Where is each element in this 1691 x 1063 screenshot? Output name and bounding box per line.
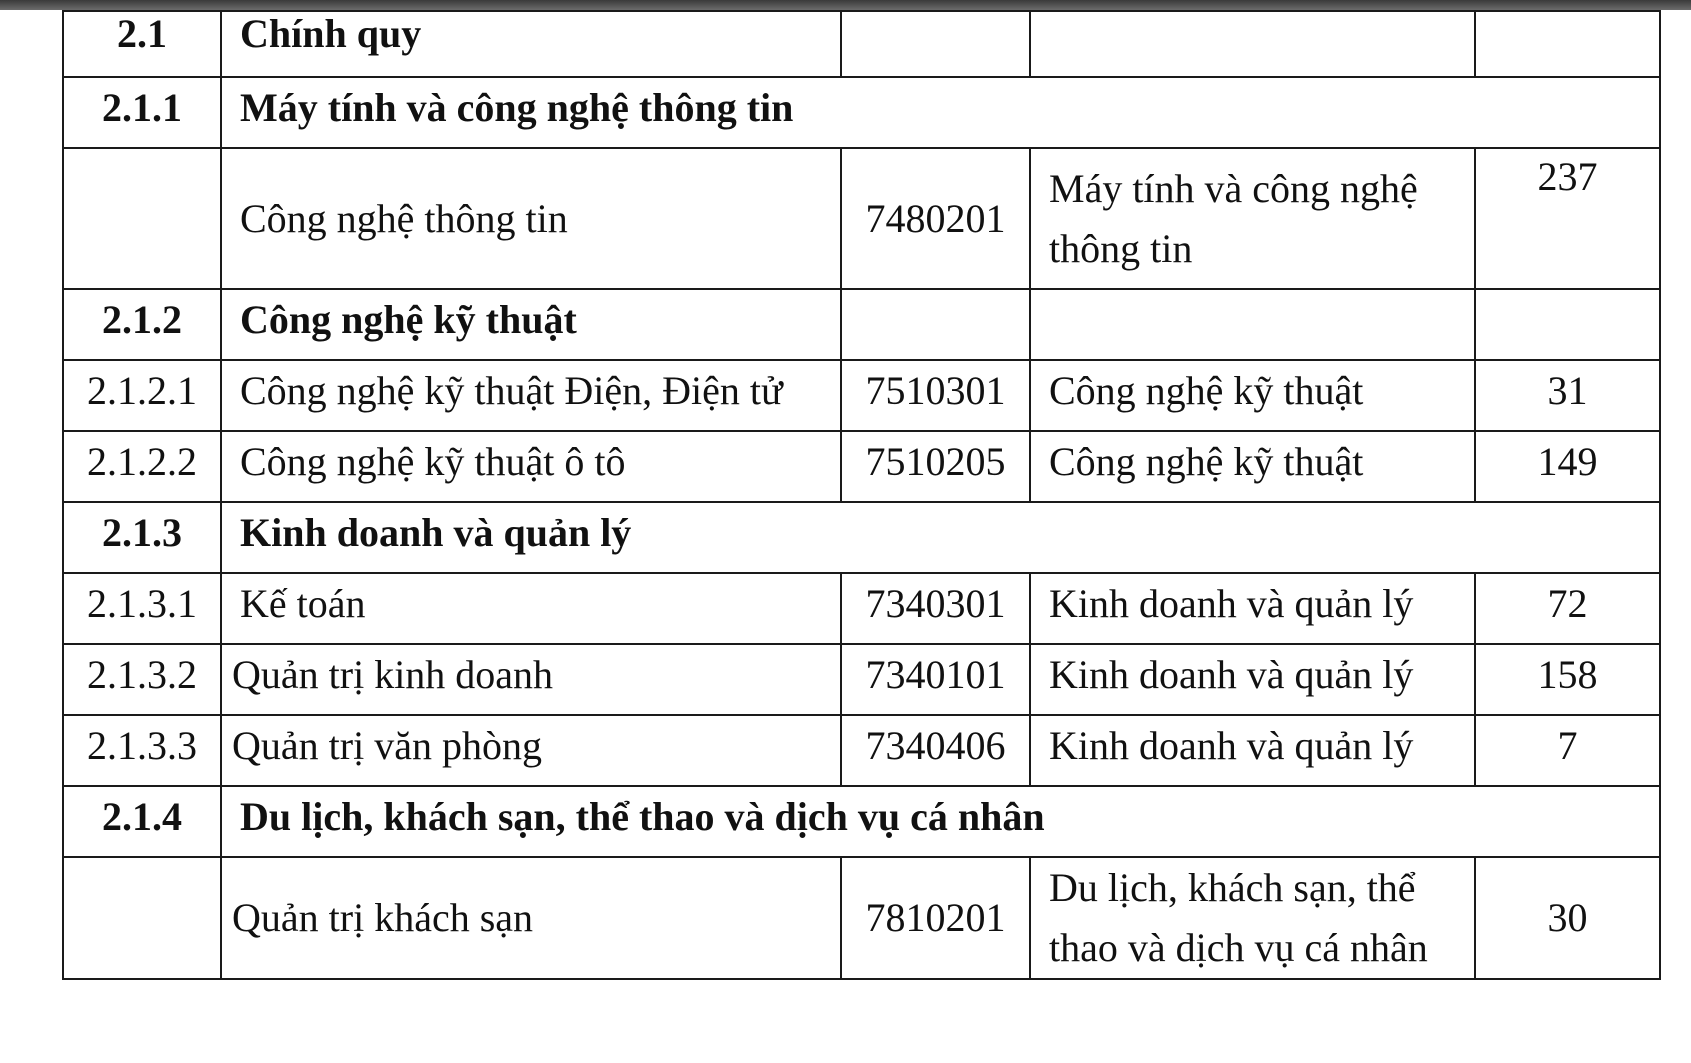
empty-cell <box>1030 11 1475 77</box>
quota: 158 <box>1475 644 1660 715</box>
table-row <box>63 360 1660 431</box>
section-title: Chính quy <box>221 11 841 77</box>
row-number: 2.1 <box>63 11 221 77</box>
empty-cell <box>1030 289 1475 360</box>
table-row <box>63 289 1660 360</box>
quota: 31 <box>1475 360 1660 431</box>
quota: 7 <box>1475 715 1660 786</box>
window-top-bar <box>0 0 1691 10</box>
table-row <box>63 644 1660 715</box>
table-row <box>63 857 1660 979</box>
row-number: 2.1.3.1 <box>63 573 221 644</box>
program-group: Công nghệ kỹ thuật <box>1030 360 1475 431</box>
program-name: Quản trị văn phòng <box>221 715 841 786</box>
program-code: 7340301 <box>841 573 1030 644</box>
program-name: Quản trị khách sạn <box>221 857 841 979</box>
table-row <box>63 77 1660 148</box>
table-row <box>63 11 1660 77</box>
quota: 72 <box>1475 573 1660 644</box>
program-name: Kế toán <box>221 573 841 644</box>
program-name: Công nghệ kỹ thuật Điện, Điện tử <box>221 360 841 431</box>
program-code: 7510205 <box>841 431 1030 502</box>
table-row <box>63 786 1660 857</box>
row-number: 2.1.2 <box>63 289 221 360</box>
program-code: 7340406 <box>841 715 1030 786</box>
section-title: Máy tính và công nghệ thông tin <box>221 77 1660 148</box>
program-code: 7510301 <box>841 360 1030 431</box>
empty-cell <box>841 11 1030 77</box>
program-group: Kinh doanh và quản lý <box>1030 644 1475 715</box>
row-number <box>63 148 221 289</box>
quota: 237 <box>1475 148 1660 289</box>
section-title: Công nghệ kỹ thuật <box>221 289 841 360</box>
empty-cell <box>841 289 1030 360</box>
row-number: 2.1.2.2 <box>63 431 221 502</box>
program-name: Công nghệ kỹ thuật ô tô <box>221 431 841 502</box>
program-name: Công nghệ thông tin <box>221 148 841 289</box>
table-row <box>63 573 1660 644</box>
program-code: 7810201 <box>841 857 1030 979</box>
section-title: Kinh doanh và quản lý <box>221 502 1660 573</box>
empty-cell <box>1475 289 1660 360</box>
program-code: 7480201 <box>841 148 1030 289</box>
empty-cell <box>1475 11 1660 77</box>
program-group: Công nghệ kỹ thuật <box>1030 431 1475 502</box>
program-group: Máy tính và công nghệ thông tin <box>1030 148 1475 289</box>
table-row <box>63 502 1660 573</box>
program-code: 7340101 <box>841 644 1030 715</box>
row-number: 2.1.2.1 <box>63 360 221 431</box>
section-title: Du lịch, khách sạn, thể thao và dịch vụ cá nhân <box>221 786 1660 857</box>
program-group: Kinh doanh và quản lý <box>1030 573 1475 644</box>
quota: 149 <box>1475 431 1660 502</box>
row-number <box>63 857 221 979</box>
program-group: Kinh doanh và quản lý <box>1030 715 1475 786</box>
row-number: 2.1.1 <box>63 77 221 148</box>
row-number: 2.1.3.2 <box>63 644 221 715</box>
program-group: Du lịch, khách sạn, thể thao và dịch vụ cá nhân <box>1030 857 1475 979</box>
enrollment-table <box>62 10 1661 980</box>
table-row <box>63 148 1660 289</box>
table-row <box>63 431 1660 502</box>
quota: 30 <box>1475 857 1660 979</box>
row-number: 2.1.3.3 <box>63 715 221 786</box>
table-row <box>63 715 1660 786</box>
row-number: 2.1.4 <box>63 786 221 857</box>
row-number: 2.1.3 <box>63 502 221 573</box>
program-name: Quản trị kinh doanh <box>221 644 841 715</box>
